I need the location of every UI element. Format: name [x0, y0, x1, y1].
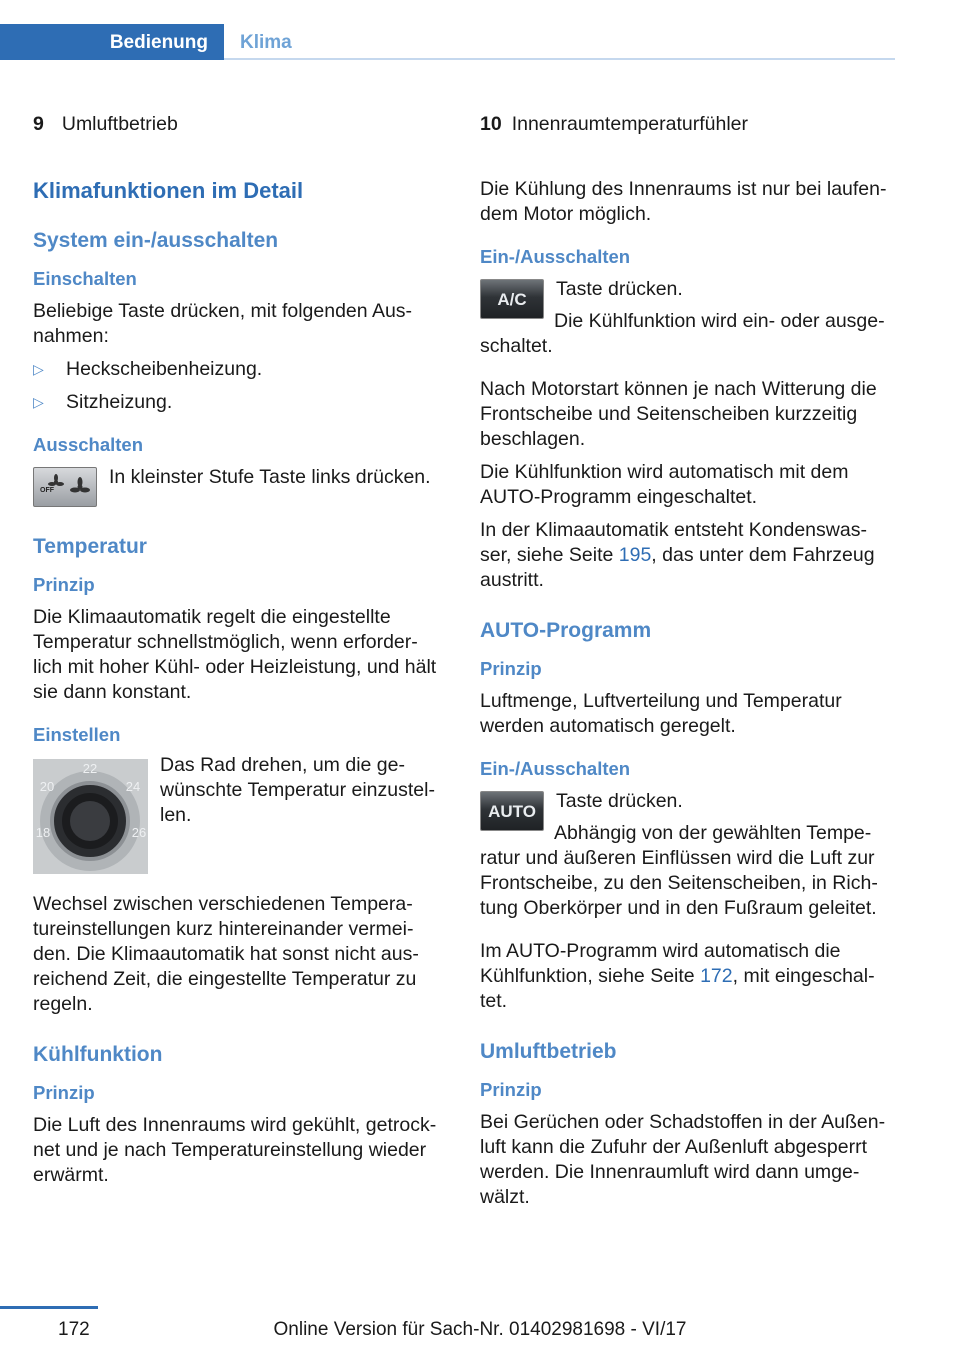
page-link-195[interactable]: 195	[618, 544, 652, 566]
header-divider	[224, 58, 895, 60]
triangle-bullet-icon: ▷	[33, 361, 44, 377]
ac-instruction: Taste drücken.	[556, 278, 683, 300]
triangle-bullet-icon: ▷	[33, 394, 44, 410]
wechsel-text: Wechsel zwischen verschiedenen Tempera‐ tureinstellungen kurz hintereinander vermei‐ den. Die Klimaautomatik hat sonst nicht aus‐ reichend Zeit, die eingestellte Temperatur zu regeln.	[33, 893, 419, 1015]
knob-label-22: 22	[82, 761, 98, 776]
legend-number: 9	[33, 113, 44, 135]
einstellen-row	[33, 755, 451, 874]
auto-prinzip-heading: Prinzip	[480, 658, 542, 679]
prinzip-heading: Prinzip	[33, 574, 95, 595]
cooling-intro-text: Die Kühlung des Innenraums ist nur bei laufen‐ dem Motor möglich.	[480, 178, 887, 225]
tab-bedienung-label: Bedienung	[109, 31, 208, 53]
knob-label-24: 24	[125, 779, 141, 794]
ac-description: Die Kühlfunktion wird ein- oder ausge‐ schaltet.	[480, 310, 885, 357]
einstellen-text: Das Rad drehen, um die ge‐ wünschte Temperatur einzustel‐ len.	[160, 754, 435, 826]
knob-label-20: 20	[39, 779, 55, 794]
legend-item-10	[480, 112, 898, 137]
auto-para-after: , mit eingeschal‐ tet.	[480, 965, 875, 1012]
umluft-text: Bei Gerüchen oder Schadstoffen in der Außen‐ luft kann die Zufuhr der Außenluft abgesperrt werden. Die Innenraumluft wird dann umge‐ wälzt.	[480, 1111, 886, 1208]
list-item-text: Heckscheibenheizung.	[66, 358, 263, 380]
kuehl-prinzip-heading: Prinzip	[33, 1082, 95, 1103]
einschalten-heading: Einschalten	[33, 268, 137, 289]
right-column	[480, 112, 898, 1228]
ac-button-label: A/C	[497, 289, 527, 309]
online-version-text: Online Version für Sach-Nr. 01402981698 - VI/17	[273, 1319, 687, 1340]
condensation-text	[480, 518, 898, 593]
legend-number: 10	[480, 113, 502, 135]
auto-para-before: Im AUTO-Programm wird automatisch die Kühlfunktion, siehe Seite	[480, 940, 841, 987]
ausschalten-text: In kleinster Stufe Taste links drücken.	[109, 466, 431, 488]
auto-prinzip-text: Luftmenge, Luftverteilung und Temperatur werden automatisch geregelt.	[480, 690, 842, 737]
knob-label-26: 26	[131, 825, 147, 840]
auto-button-label: AUTO	[488, 801, 536, 821]
legend-item-9	[33, 112, 451, 137]
temperatur-prinzip-text: Die Klimaautomatik regelt die eingestellte Temperatur schnellstmöglich, wenn erforder‐ lich mit hoher Kühl- oder Heizleistung, und hält sie dann konstant.	[33, 606, 437, 703]
ac-button-icon	[480, 279, 544, 319]
umluft-prinzip-heading: Prinzip	[480, 1079, 542, 1100]
footer-accent-line	[0, 1306, 98, 1309]
left-column	[33, 112, 451, 1206]
page-link-172[interactable]: 172	[700, 965, 733, 987]
list-item-text: Sitzheizung.	[66, 391, 173, 413]
page-number: 172	[58, 1319, 90, 1340]
umluft-heading: Umluftbetrieb	[480, 1040, 617, 1063]
motorstart-text: Nach Motorstart können je nach Witterung die Frontscheibe und Seitenscheiben kurzzeitig beschlagen.	[480, 378, 877, 450]
temperature-knob-icon	[33, 759, 148, 874]
ausschalten-row	[33, 465, 451, 507]
exception-list	[33, 357, 451, 415]
einschalten-text: Beliebige Taste drücken, mit folgenden Aus‐ nahmen:	[33, 300, 413, 347]
legend-label: Innenraumtemperaturfühler	[511, 113, 748, 135]
auto-button-icon	[480, 791, 544, 831]
off-label: OFF	[40, 487, 54, 494]
einaus-heading: Ein-/Ausschalten	[480, 246, 631, 267]
einstellen-heading: Einstellen	[33, 724, 121, 745]
section-title: Klimafunktionen im Detail	[33, 178, 304, 203]
list-item	[33, 357, 451, 382]
condensation-text-after: , das unter dem Fahrzeug austritt.	[480, 544, 875, 591]
tab-klima-label: Klima	[240, 31, 292, 53]
auto-einaus-heading: Ein-/Ausschalten	[480, 758, 631, 779]
tab-klima[interactable]	[240, 24, 292, 60]
temperatur-heading: Temperatur	[33, 535, 147, 558]
fan-icon	[34, 468, 96, 506]
auto-description: Abhängig von der gewählten Tempe‐ ratur und äußeren Einflüssen wird die Luft zur Frontscheibe, zu den Seitenscheiben, in Rich‐ tung Oberkörper und in den Fußraum geleitet.	[480, 822, 878, 919]
header-tabs	[0, 24, 895, 62]
legend-label: Umluftbetrieb	[61, 113, 178, 135]
system-heading: System ein-/ausschalten	[33, 229, 279, 252]
auto-program-heading: AUTO-Programm	[480, 619, 652, 642]
kuehl-prinzip-text: Die Luft des Innenraums wird gekühlt, getrock‐ net und je nach Temperatureinstellung wieder erwärmt.	[33, 1114, 437, 1186]
kuehlfunktion-heading: Kühlfunktion	[33, 1043, 163, 1066]
list-item	[33, 390, 451, 415]
auto-instruction: Taste drücken.	[556, 790, 683, 812]
ausschalten-heading: Ausschalten	[33, 434, 144, 455]
auto-cooling-text: Die Kühlfunktion wird automatisch mit dem AUTO-Programm eingeschaltet.	[480, 461, 849, 508]
auto-cooling-link-text	[480, 939, 898, 1014]
knob-label-18: 18	[35, 825, 51, 840]
condensation-text-before: In der Klimaautomatik entsteht Kondenswas‐ ser, siehe Seite	[480, 519, 867, 566]
tab-bedienung[interactable]	[0, 24, 224, 60]
fan-off-button-icon	[33, 467, 97, 507]
